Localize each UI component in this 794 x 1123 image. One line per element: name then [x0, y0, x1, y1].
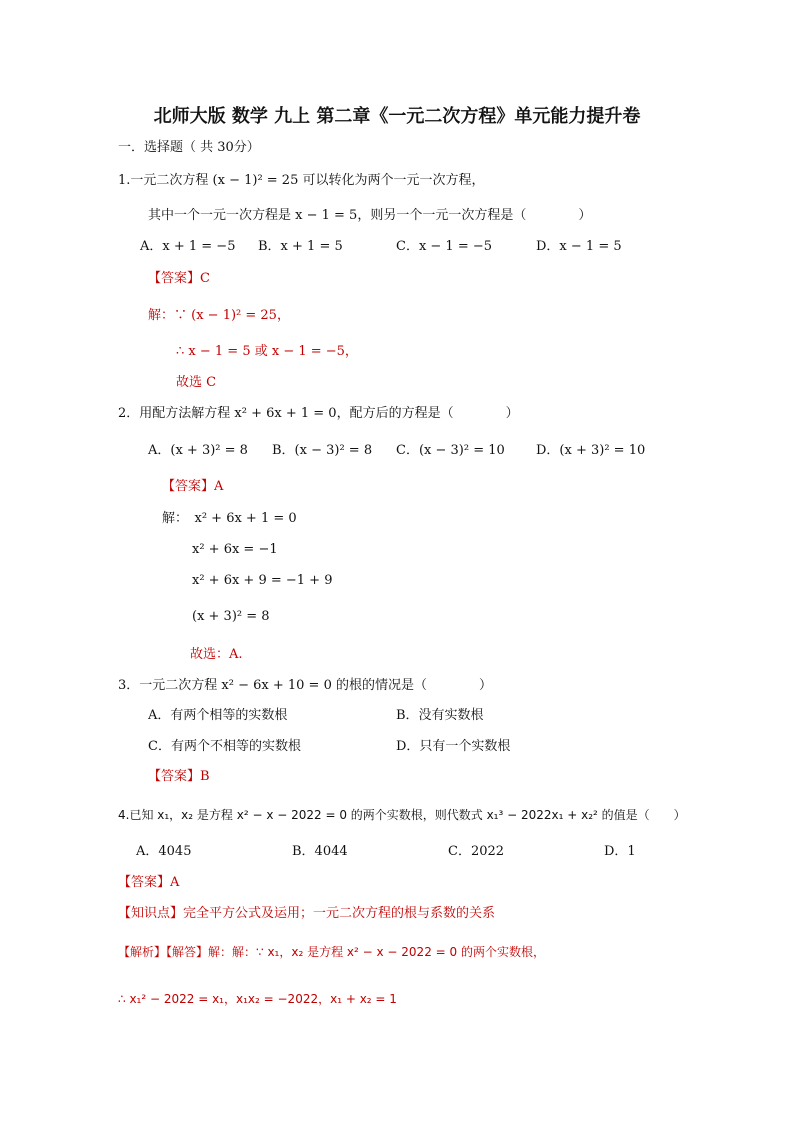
- q1-solution-line3: 故选 C: [176, 375, 217, 390]
- q1-answer: 【答案】C: [148, 271, 210, 286]
- q4-answer: 【答案】A: [118, 875, 180, 890]
- q1-option-a: A．x + 1 = −5: [140, 239, 236, 254]
- q1-solution-line2: ∴ x − 1 = 5 或 x − 1 = −5，: [176, 344, 358, 359]
- q4-option-d: D．1: [604, 844, 636, 859]
- q2-option-a: A．(x + 3)² = 8: [148, 443, 248, 458]
- q2-solution-line2: x² + 6x = −1: [192, 542, 278, 557]
- q1-solution-line1: 解：∵ (x − 1)² = 25，: [148, 308, 290, 323]
- q3-stem: 3．一元二次方程 x² − 6x + 10 = 0 的根的情况是（ ）: [118, 678, 492, 693]
- q3-option-c: C．有两个不相等的实数根: [148, 739, 301, 754]
- q4-analysis: 【解析】【解答】解：解：∵ x₁，x₂ 是方程 x² − x − 2022 = 0 的两个实数根，: [118, 945, 545, 959]
- q3-option-b: B．没有实数根: [396, 708, 484, 723]
- q2-solution-line4: (x + 3)² = 8: [192, 609, 270, 624]
- q2-option-d: D．(x + 3)² = 10: [536, 443, 646, 458]
- q2-stem: 2．用配方法解方程 x² + 6x + 1 = 0，配方后的方程是（ ）: [118, 406, 519, 421]
- q4-option-c: C．2022: [448, 844, 505, 859]
- q2-solution-line1: 解： x² + 6x + 1 = 0: [162, 511, 297, 526]
- q1-option-d: D．x − 1 = 5: [536, 239, 622, 254]
- q2-solution-line3: x² + 6x + 9 = −1 + 9: [192, 573, 333, 588]
- q4-knowledge-point: 【知识点】完全平方公式及运用；一元二次方程的根与系数的关系: [118, 906, 496, 921]
- q3-answer: 【答案】B: [148, 769, 210, 784]
- document-title: 北师大版 数学 九上 第二章《一元二次方程》单元能力提升卷: [153, 106, 641, 127]
- q2-option-c: C．(x − 3)² = 10: [396, 443, 505, 458]
- q2-answer: 【答案】A: [162, 479, 224, 494]
- q1-stem-line2: 其中一个一元一次方程是 x − 1 = 5，则另一个一元一次方程是（ ）: [148, 208, 592, 223]
- q1-option-b: B．x + 1 = 5: [258, 239, 343, 254]
- q1-option-c: C．x − 1 = −5: [396, 239, 493, 254]
- q2-solution-line5: 故选：A.: [190, 647, 243, 662]
- section-heading: 一．选择题（ 共 30分）: [118, 140, 260, 155]
- q4-option-b: B．4044: [292, 844, 348, 859]
- q4-result: ∴ x₁² − 2022 = x₁，x₁x₂ = −2022，x₁ + x₂ = 1: [118, 992, 397, 1006]
- q3-option-d: D．只有一个实数根: [396, 739, 511, 754]
- q1-stem-line1: 1.一元二次方程 (x − 1)² = 25 可以转化为两个一元一次方程，: [118, 173, 485, 188]
- q2-option-b: B．(x − 3)² = 8: [272, 443, 373, 458]
- q4-stem: 4.已知 x₁，x₂ 是方程 x² − x − 2022 = 0 的两个实数根，则代数式 x₁³ − 2022x₁ + x₂² 的值是（ ）: [118, 808, 686, 822]
- q3-option-a: A．有两个相等的实数根: [148, 708, 288, 723]
- q4-option-a: A．4045: [136, 844, 192, 859]
